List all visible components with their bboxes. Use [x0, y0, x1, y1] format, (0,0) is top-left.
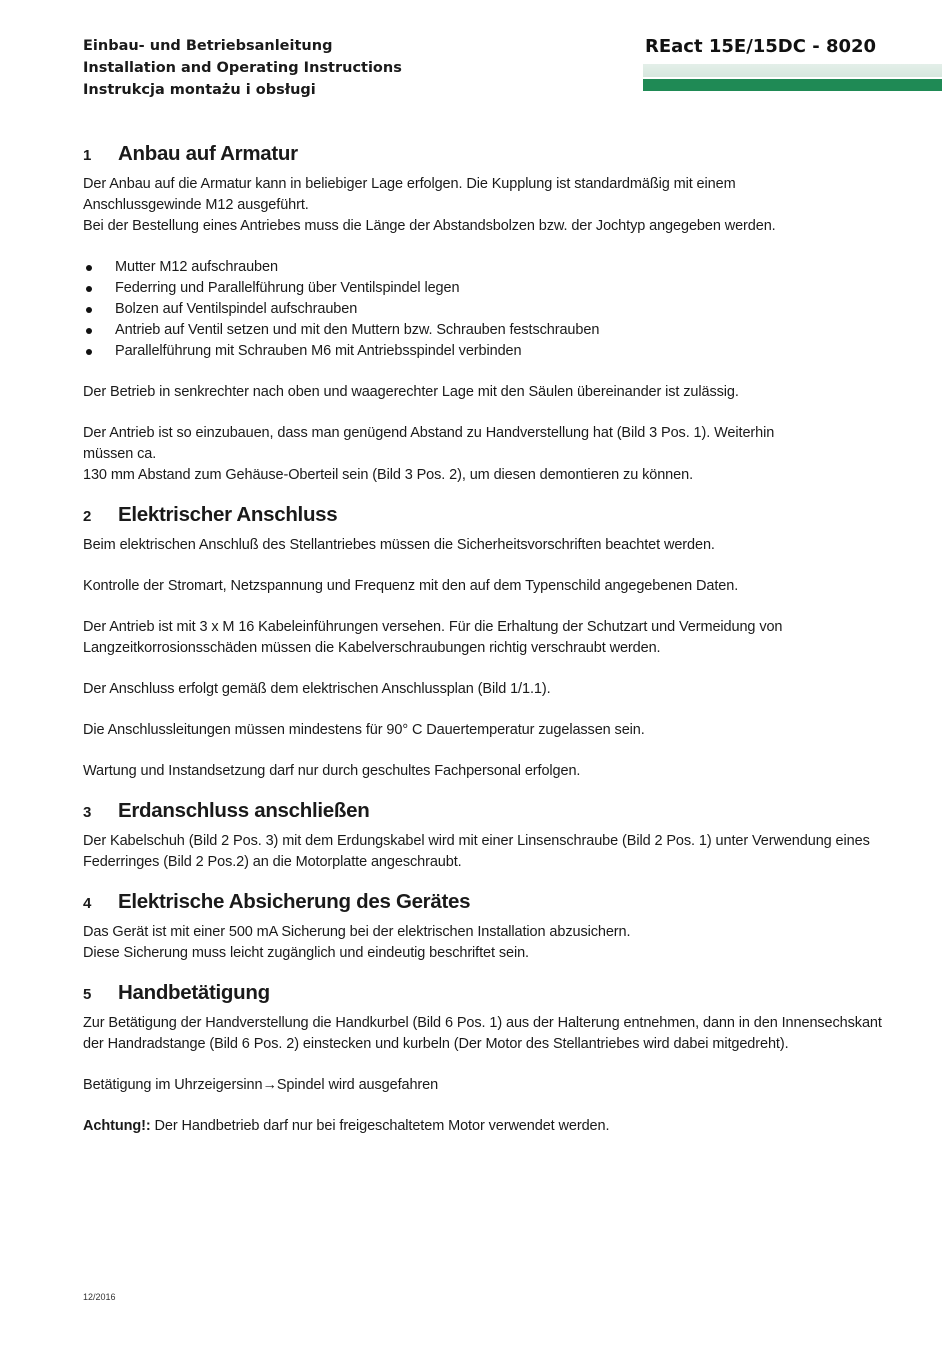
header-title-de: Einbau- und Betriebsanleitung — [83, 38, 333, 54]
warning-label: Achtung!: — [83, 1118, 151, 1134]
list-item: Antrieb auf Ventil setzen und mit den Muttern bzw. Schrauben festschrauben — [83, 320, 913, 341]
paragraph: Der Antrieb ist so einzubauen, dass man genügend Abstand zu Handverstellung hat (Bild 3 Pos. 1). Weiterhin müssen ca. 130 mm Abstand zum Gehäuse-Oberteil sein (Bild 3 Pos. 2), um diesen demontieren zu können. — [83, 425, 775, 483]
bullet-icon — [86, 307, 92, 313]
section-heading — [83, 800, 913, 823]
section-number: 3 — [83, 804, 92, 821]
section-title: Elektrischer Anschluss — [118, 503, 338, 526]
paragraph: Betätigung im Uhrzeigersinn→Spindel wird ausgefahren — [83, 1077, 439, 1093]
section-heading — [83, 143, 913, 166]
header-accent-bar-light — [643, 64, 942, 77]
paragraph: Der Anbau auf die Armatur kann in beliebiger Lage erfolgen. Die Kupplung ist standardmäßig mit einem Anschlussgewinde M12 ausgeführt. Bei der Bestellung eines Antriebes muss die Länge der Abstandsbolzen bzw. der Jochtyp angegeben werden. — [83, 176, 776, 234]
section-heading — [83, 504, 913, 527]
header-accent-bar-dark — [643, 79, 942, 91]
document-body — [83, 143, 913, 1137]
bullet-list — [83, 257, 913, 362]
paragraph: Kontrolle der Stromart, Netzspannung und Frequenz mit den auf dem Typenschild angegebenen Daten. — [83, 578, 739, 594]
bullet-icon — [86, 286, 92, 292]
section-heading — [83, 982, 913, 1005]
paragraph: Beim elektrischen Anschluß des Stellantriebes müssen die Sicherheitsvorschriften beachtet werden. — [83, 537, 715, 553]
product-title: REact 15E/15DC - 8020 — [645, 36, 877, 57]
section-number: 4 — [83, 895, 92, 912]
section-number: 1 — [83, 147, 92, 164]
document-header-titles — [83, 35, 402, 101]
warning-paragraph — [83, 1116, 913, 1137]
paragraph: Das Gerät ist mit einer 500 mA Sicherung bei der elektrischen Installation abzusichern. Diese Sicherung muss leicht zugänglich und eindeutig beschriftet sein. — [83, 924, 631, 961]
paragraph: Der Antrieb ist mit 3 x M 16 Kabeleinführungen versehen. Für die Erhaltung der Schutzart und Vermeidung von Langzeitkorrosionsschäden müssen die Kabelverschraubungen richtig verschraubt werden. — [83, 619, 783, 656]
section-title: Handbetätigung — [118, 981, 270, 1004]
warning-text: Der Handbetrieb darf nur bei freigeschaltetem Motor verwendet werden. — [150, 1118, 610, 1134]
bullet-icon — [86, 265, 92, 271]
footer-date: 12/2016 — [83, 1292, 116, 1302]
list-item: Bolzen auf Ventilspindel aufschrauben — [83, 299, 913, 320]
header-title-pl: Instrukcja montażu i obsługi — [83, 82, 316, 98]
paragraph: Zur Betätigung der Handverstellung die Handkurbel (Bild 6 Pos. 1) aus der Halterung entnehmen, dann in den Innensechskant der Handradstange (Bild 6 Pos. 2) einstecken und kurbeln (Der Motor des Stellantriebes wird dabei mitgedreht). — [83, 1015, 882, 1052]
paragraph: Der Kabelschuh (Bild 2 Pos. 3) mit dem Erdungskabel wird mit einer Linsenschraube (Bild 2 Pos. 1) unter Verwendung eines Federringes (Bild 2 Pos.2) an die Motorplatte angeschraubt. — [83, 833, 870, 870]
section-title: Erdanschluss anschließen — [118, 799, 370, 822]
paragraph: Der Betrieb in senkrechter nach oben und waagerechter Lage mit den Säulen übereinander ist zulässig. — [83, 384, 739, 400]
list-item: Parallelführung mit Schrauben M6 mit Antriebsspindel verbinden — [83, 341, 913, 362]
paragraph: Wartung und Instandsetzung darf nur durch geschultes Fachpersonal erfolgen. — [83, 763, 581, 779]
bullet-icon — [86, 349, 92, 355]
list-item: Mutter M12 aufschrauben — [83, 257, 913, 278]
section-number: 2 — [83, 508, 92, 525]
bullet-icon — [86, 328, 92, 334]
section-title: Elektrische Absicherung des Gerätes — [118, 890, 471, 913]
section-heading — [83, 891, 913, 914]
list-item: Federring und Parallelführung über Ventilspindel legen — [83, 278, 913, 299]
paragraph: Der Anschluss erfolgt gemäß dem elektrischen Anschlussplan (Bild 1/1.1). — [83, 681, 551, 697]
section-title: Anbau auf Armatur — [118, 142, 298, 165]
paragraph: Die Anschlussleitungen müssen mindestens für 90° C Dauertemperatur zugelassen sein. — [83, 722, 645, 738]
header-title-en: Installation and Operating Instructions — [83, 60, 402, 76]
section-number: 5 — [83, 986, 92, 1003]
